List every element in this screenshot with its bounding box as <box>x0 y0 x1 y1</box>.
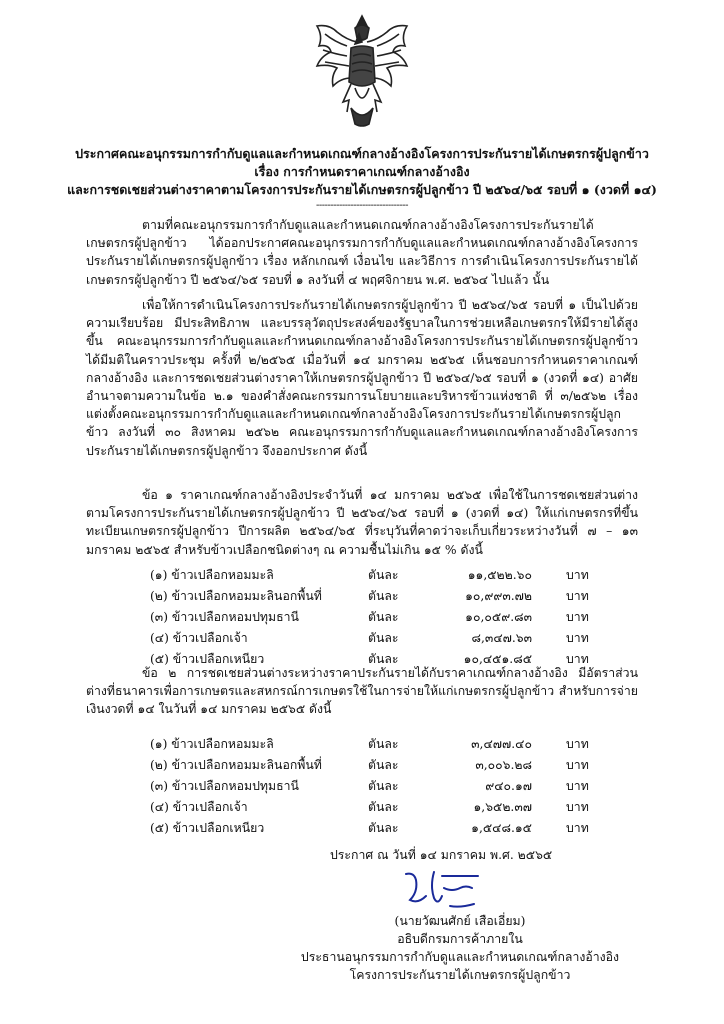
unit-label: ตันละ <box>368 568 399 582</box>
title-line-3: และการชดเชยส่วนต่างราคาตามโครงการประกันรายได้เกษตรกรผู้ปลูกข้าว ปี ๒๕๖๔/๖๕ รอบที่ ๑ (งวดที่ ๑๔) <box>67 182 657 197</box>
handwritten-signature <box>400 866 490 912</box>
title-divider: -------------------------------- <box>315 200 409 211</box>
announcement-date: ประกาศ ณ วันที่ ๑๔ มกราคม พ.ศ. ๒๕๖๕ <box>330 848 553 862</box>
currency-label: บาท <box>566 652 589 666</box>
currency-label: บาท <box>566 610 589 624</box>
signer-title: อธิบดีกรมการค้าภายใน <box>397 932 523 946</box>
rice-type: (๔) ข้าวเปลือกเจ้า <box>150 631 248 645</box>
currency-label: บาท <box>566 737 589 751</box>
rice-type: (๕) ข้าวเปลือกเหนียว <box>150 652 265 666</box>
paragraph-clause-1-text: ข้อ ๑ ราคาเกณฑ์กลางอ้างอิงประจำวันที่ ๑๔ มกราคม ๒๕๖๕ เพื่อใช้ในการชดเชยส่วนต่างตามโครงการประกันรายได้เกษตรกรผู้ปลูกข้าว ปี ๒๕๖๔/๖๕ รอบที่ ๑ (งวดที่ ๑๔) ให้แก่เกษตรกรที่ขึ้นทะเบียนเกษตรกรผู้ปลูกข้าว ปีการผลิต ๒๕๖๔/๖๕ ที่ระบุวันที่คาดว่าจะเก็บเกี่ยวระหว่างวันที่ ๗ – ๑๓ มกราคม ๒๕๖๕ สำหรับข้าวเปลือกชนิดต่างๆ ณ ความชื้นไม่เกิน ๑๕ % ดังนี้ <box>86 488 638 557</box>
compensation-value: ๙๔๐.๑๗ <box>485 779 532 793</box>
paragraph-intro-text: ตามที่คณะอนุกรรมการกำกับดูแลและกำหนดเกณฑ์กลางอ้างอิงโครงการประกันรายได้เกษตรกรผู้ปลูกข้าว ได้ออกประกาศคณะอนุกรรมการกำกับดูแลและกำหนดเกณฑ์กลางอ้างอิงโครงการประกันรายได้เกษตรกรผู้ปลูกข้าว เรื่อง หลักเกณฑ์ เงื่อนไข และวิธีการ การดำเนินโครงการประกันรายได้เกษตรกรผู้ปลูกข้าว ปี ๒๕๖๔/๖๕ รอบที่ ๑ ลงวันที่ ๔ พฤศจิกายน พ.ศ. ๒๕๖๔ ไปแล้ว นั้น <box>86 218 638 287</box>
compensation-value: ๑,๕๔๘.๑๕ <box>471 821 532 835</box>
compensation-value: ๓,๔๗๗.๔๐ <box>471 737 532 751</box>
currency-label: บาท <box>566 821 589 835</box>
rice-type: (๓) ข้าวเปลือกหอมปทุมธานี <box>150 779 299 793</box>
unit-label: ตันละ <box>368 800 399 814</box>
currency-label: บาท <box>566 589 589 603</box>
unit-label: ตันละ <box>368 779 399 793</box>
unit-label: ตันละ <box>368 652 399 666</box>
price-row <box>150 586 600 606</box>
compensation-value: ๓,๐๐๖.๒๘ <box>475 758 532 772</box>
currency-label: บาท <box>566 779 589 793</box>
paragraph-resolution <box>86 296 638 460</box>
garuda-emblem-icon <box>307 12 417 130</box>
paragraph-clause-1 <box>86 486 638 559</box>
title-line-2: เรื่อง การกำหนดราคาเกณฑ์กลางอ้างอิง <box>254 164 470 179</box>
signer-name: (นายวัฒนศักย์ เสือเอี่ยม) <box>394 914 526 928</box>
unit-label: ตันละ <box>368 589 399 603</box>
paragraph-resolution-text: เพื่อให้การดำเนินโครงการประกันรายได้เกษตรกรผู้ปลูกข้าว ปี ๒๕๖๔/๖๕ รอบที่ ๑ เป็นไปด้วยความเรียบร้อย มีประสิทธิภาพ และบรรลุวัตถุประสงค์ของรัฐบาลในการช่วยเหลือเกษตรกรให้มีรายได้สูงขึ้น คณะอนุกรรมการกำกับดูแลและกำหนดเกณฑ์กลางอ้างอิงโครงการประกันรายได้เกษตรกรผู้ปลูกข้าว ได้มีมติในคราวประชุม ครั้งที่ ๒/๒๕๖๕ เมื่อวันที่ ๑๔ มกราคม ๒๕๖๕ เห็นชอบการกำหนดราคาเกณฑ์กลางอ้างอิง และการชดเชยส่วนต่างราคาให้เกษตรกรผู้ปลูกข้าว ปี ๒๕๖๔/๖๕ รอบที่ ๑ (งวดที่ ๑๔) อาศัยอำนาจตามความในข้อ ๒.๑ ของคำสั่งคณะกรรมการนโยบายและบริหารข้าวแห่งชาติ ที่ ๓/๒๕๖๒ เรื่อง แต่งตั้งคณะอนุกรรมการกำกับดูแลและกำหนดเกณฑ์กลางอ้างอิงโครงการประกันรายได้เกษตรกรผู้ปลูกข้าว ลงวันที่ ๓๐ สิงหาคม ๒๕๖๒ คณะอนุกรรมการกำกับดูแลและกำหนดเกณฑ์กลางอ้างอิงโครงการประกันรายได้เกษตรกรผู้ปลูกข้าว จึงออกประกาศ ดังนี้ <box>86 298 638 458</box>
signer-role-line-2: โครงการประกันรายได้เกษตรกรผู้ปลูกข้าว <box>349 968 571 982</box>
compensation-row <box>150 797 600 817</box>
currency-label: บาท <box>566 800 589 814</box>
paragraph-clause-2-text: ข้อ ๒ การชดเชยส่วนต่างระหว่างราคาประกันรายได้กับราคาเกณฑ์กลางอ้างอิง มีอัตราส่วนต่างที่ธนาคารเพื่อการเกษตรและสหกรณ์การเกษตรใช้ในการจ่ายให้แก่เกษตรกรผู้ปลูกข้าว สำหรับการจ่ายเงินงวดที่ ๑๔ ในวันที่ ๑๔ มกราคม ๒๕๖๕ ดังนี้ <box>86 666 638 717</box>
compensation-row <box>150 734 600 754</box>
rice-type: (๑) ข้าวเปลือกหอมมะลิ <box>150 737 274 751</box>
unit-label: ตันละ <box>368 737 399 751</box>
currency-label: บาท <box>566 631 589 645</box>
price-row <box>150 607 600 627</box>
price-value: ๘,๓๔๗.๖๓ <box>471 631 532 645</box>
unit-label: ตันละ <box>368 631 399 645</box>
signer-role-line-1: ประธานอนุกรรมการกำกับดูแลและกำหนดเกณฑ์กลางอ้างอิง <box>300 950 620 964</box>
compensation-value: ๑,๖๕๒.๓๗ <box>473 800 532 814</box>
rice-type: (๔) ข้าวเปลือกเจ้า <box>150 800 248 814</box>
price-row <box>150 628 600 648</box>
rice-type: (๒) ข้าวเปลือกหอมมะลินอกพื้นที่ <box>150 758 322 772</box>
rice-type: (๑) ข้าวเปลือกหอมมะลิ <box>150 568 274 582</box>
unit-label: ตันละ <box>368 821 399 835</box>
rice-type: (๕) ข้าวเปลือกเหนียว <box>150 821 265 835</box>
price-value: ๑๐,๙๙๓.๗๒ <box>465 589 532 603</box>
compensation-row <box>150 755 600 775</box>
compensation-row <box>150 818 600 838</box>
unit-label: ตันละ <box>368 758 399 772</box>
currency-label: บาท <box>566 758 589 772</box>
title-line-1: ประกาศคณะอนุกรรมการกำกับดูแลและกำหนดเกณฑ์กลางอ้างอิงโครงการประกันรายได้เกษตรกรผู้ปลูกข้าว <box>75 146 649 161</box>
compensation-row <box>150 776 600 796</box>
paragraph-clause-2 <box>86 664 638 719</box>
unit-label: ตันละ <box>368 610 399 624</box>
rice-type: (๒) ข้าวเปลือกหอมมะลินอกพื้นที่ <box>150 589 322 603</box>
price-value: ๑๐,๔๕๑.๘๕ <box>463 652 532 666</box>
price-value: ๑๑,๕๒๒.๖๐ <box>467 568 532 582</box>
price-row <box>150 565 600 585</box>
currency-label: บาท <box>566 568 589 582</box>
rice-type: (๓) ข้าวเปลือกหอมปทุมธานี <box>150 610 299 624</box>
paragraph-intro <box>86 216 638 289</box>
price-value: ๑๐,๐๕๙.๘๓ <box>465 610 532 624</box>
